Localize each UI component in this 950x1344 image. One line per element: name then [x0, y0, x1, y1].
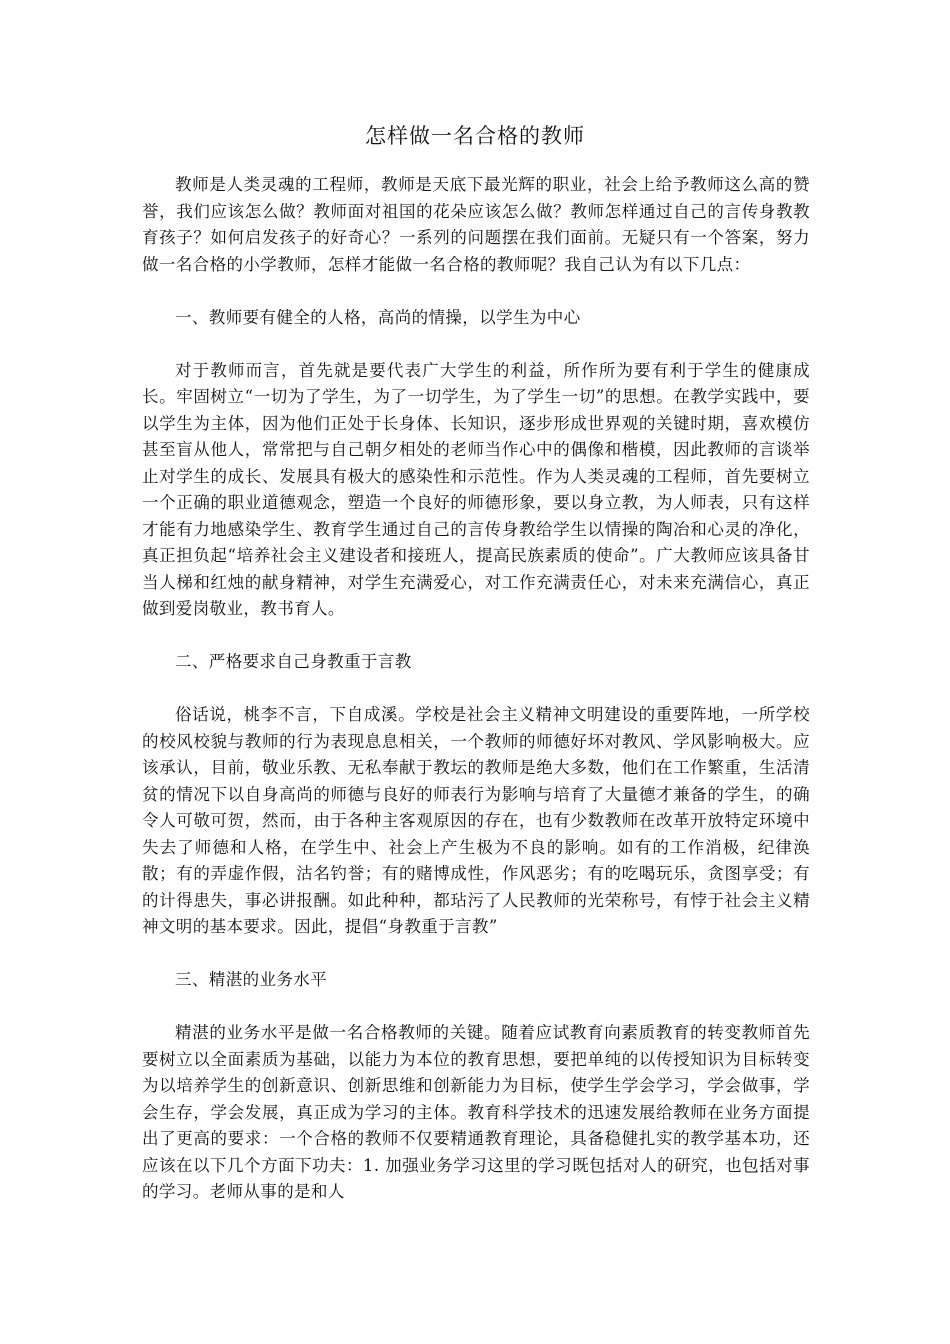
paragraph-gap: [142, 623, 810, 650]
document-body: [142, 172, 810, 1206]
paragraph-gap: [142, 331, 810, 358]
section-heading-2: 二、严格要求自己身教重于言教: [175, 652, 412, 671]
section-body-1: 对于教师而言，首先就是要代表广大学生的利益，所作所为要有利于学生的健康成长。牢固树立“一切为了学生，为了一切学生，为了学生一切”的思想。在教学实践中，要以学生为主体，因为他们正处于长身体、长知识，逐步形成世界观的关键时期，喜欢模仿甚至盲从他人，常常把与自己朝夕相处的老师当作心中的偶像和楷模，因此教师的言谈举止对学生的成长、发展具有极大的感染性和示范性。作为人类灵魂的工程师，首先要树立一个正确的职业道德观念，塑造一个良好的师德形象，要以身立教，为人师表，只有这样才能有力地感染学生、教育学生通过自己的言传身教给学生以情操的陶冶和心灵的净化，真正担负起“培养社会主义建设者和接班人，提高民族素质的使命”。广大教师应该具备甘当人梯和红烛的献身精神，对学生充满爱心，对工作充满责任心，对未来充满信心，真正做到爱岗敬业，教书育人。: [142, 360, 810, 618]
paragraph-gap: [142, 994, 810, 1021]
intro-paragraph: 教师是人类灵魂的工程师，教师是天底下最光辉的职业，社会上给予教师这么高的赞誉，我们应该怎么做？教师面对祖国的花朵应该怎么做？教师怎样通过自己的言传身教教育孩子？如何启发孩子的好奇心？一系列的问题摆在我们面前。无疑只有一个答案，努力做一名合格的小学教师，怎样才能做一名合格的教师呢？我自己认为有以下几点：: [142, 175, 810, 274]
paragraph-gap: [142, 676, 810, 703]
paragraph-gap: [142, 278, 810, 305]
section-body-3: 精湛的业务水平是做一名合格教师的关键。随着应试教育向素质教育的转变教师首先要树立以全面素质为基础，以能力为本位的教育思想，要把单纯的以传授知识为目标转变为以培养学生的创新意识、创新思维和创新能力为目标，使学生学会学习，学会做事，学会生存，学会发展，真正成为学习的主体。教育科学技术的迅速发展给教师在业务方面提出了更高的要求：一个合格的教师不仅要精通教育理论，具备稳健扎实的教学基本功，还应该在以下几个方面下功夫：1. 加强业务学习这里的学习既包括对人的研究，也包括对事的学习。老师从事的是和人: [142, 1023, 810, 1201]
section-body-2: 俗话说，桃李不言，下自成溪。学校是社会主义精神文明建设的重要阵地，一所学校的校风校貌与教师的行为表现息息相关，一个教师的师德好坏对教风、学风影响极大。应该承认，目前，敬业乐教、无私奉献于教坛的教师是绝大多数，他们在工作繁重，生活清贫的情况下以自身高尚的师德与良好的师表行为影响与培育了大量德才兼备的学生，的确令人可敬可贺，然而，由于各种主客观原因的存在，也有少数教师在改革开放特定环境中失去了师德和人格，在学生中、社会上产生极为不良的影响。如有的工作消极，纪律涣散；有的弄虚作假，沽名钓誉；有的赌博成性，作风恶劣；有的吃喝玩乐，贪图享受；有的计得患失，事必讲报酬。如此种种，都玷污了人民教师的光荣称号，有悖于社会主义精神文明的基本要求。因此，提倡“身教重于言教”: [142, 705, 810, 936]
paragraph-gap: [142, 941, 810, 968]
section-heading-3: 三、精湛的业务水平: [175, 970, 328, 989]
section-heading-1: 一、教师要有健全的人格，高尚的情操，以学生为中心: [175, 307, 581, 327]
document-title: 怎样做一名合格的教师: [365, 124, 585, 148]
